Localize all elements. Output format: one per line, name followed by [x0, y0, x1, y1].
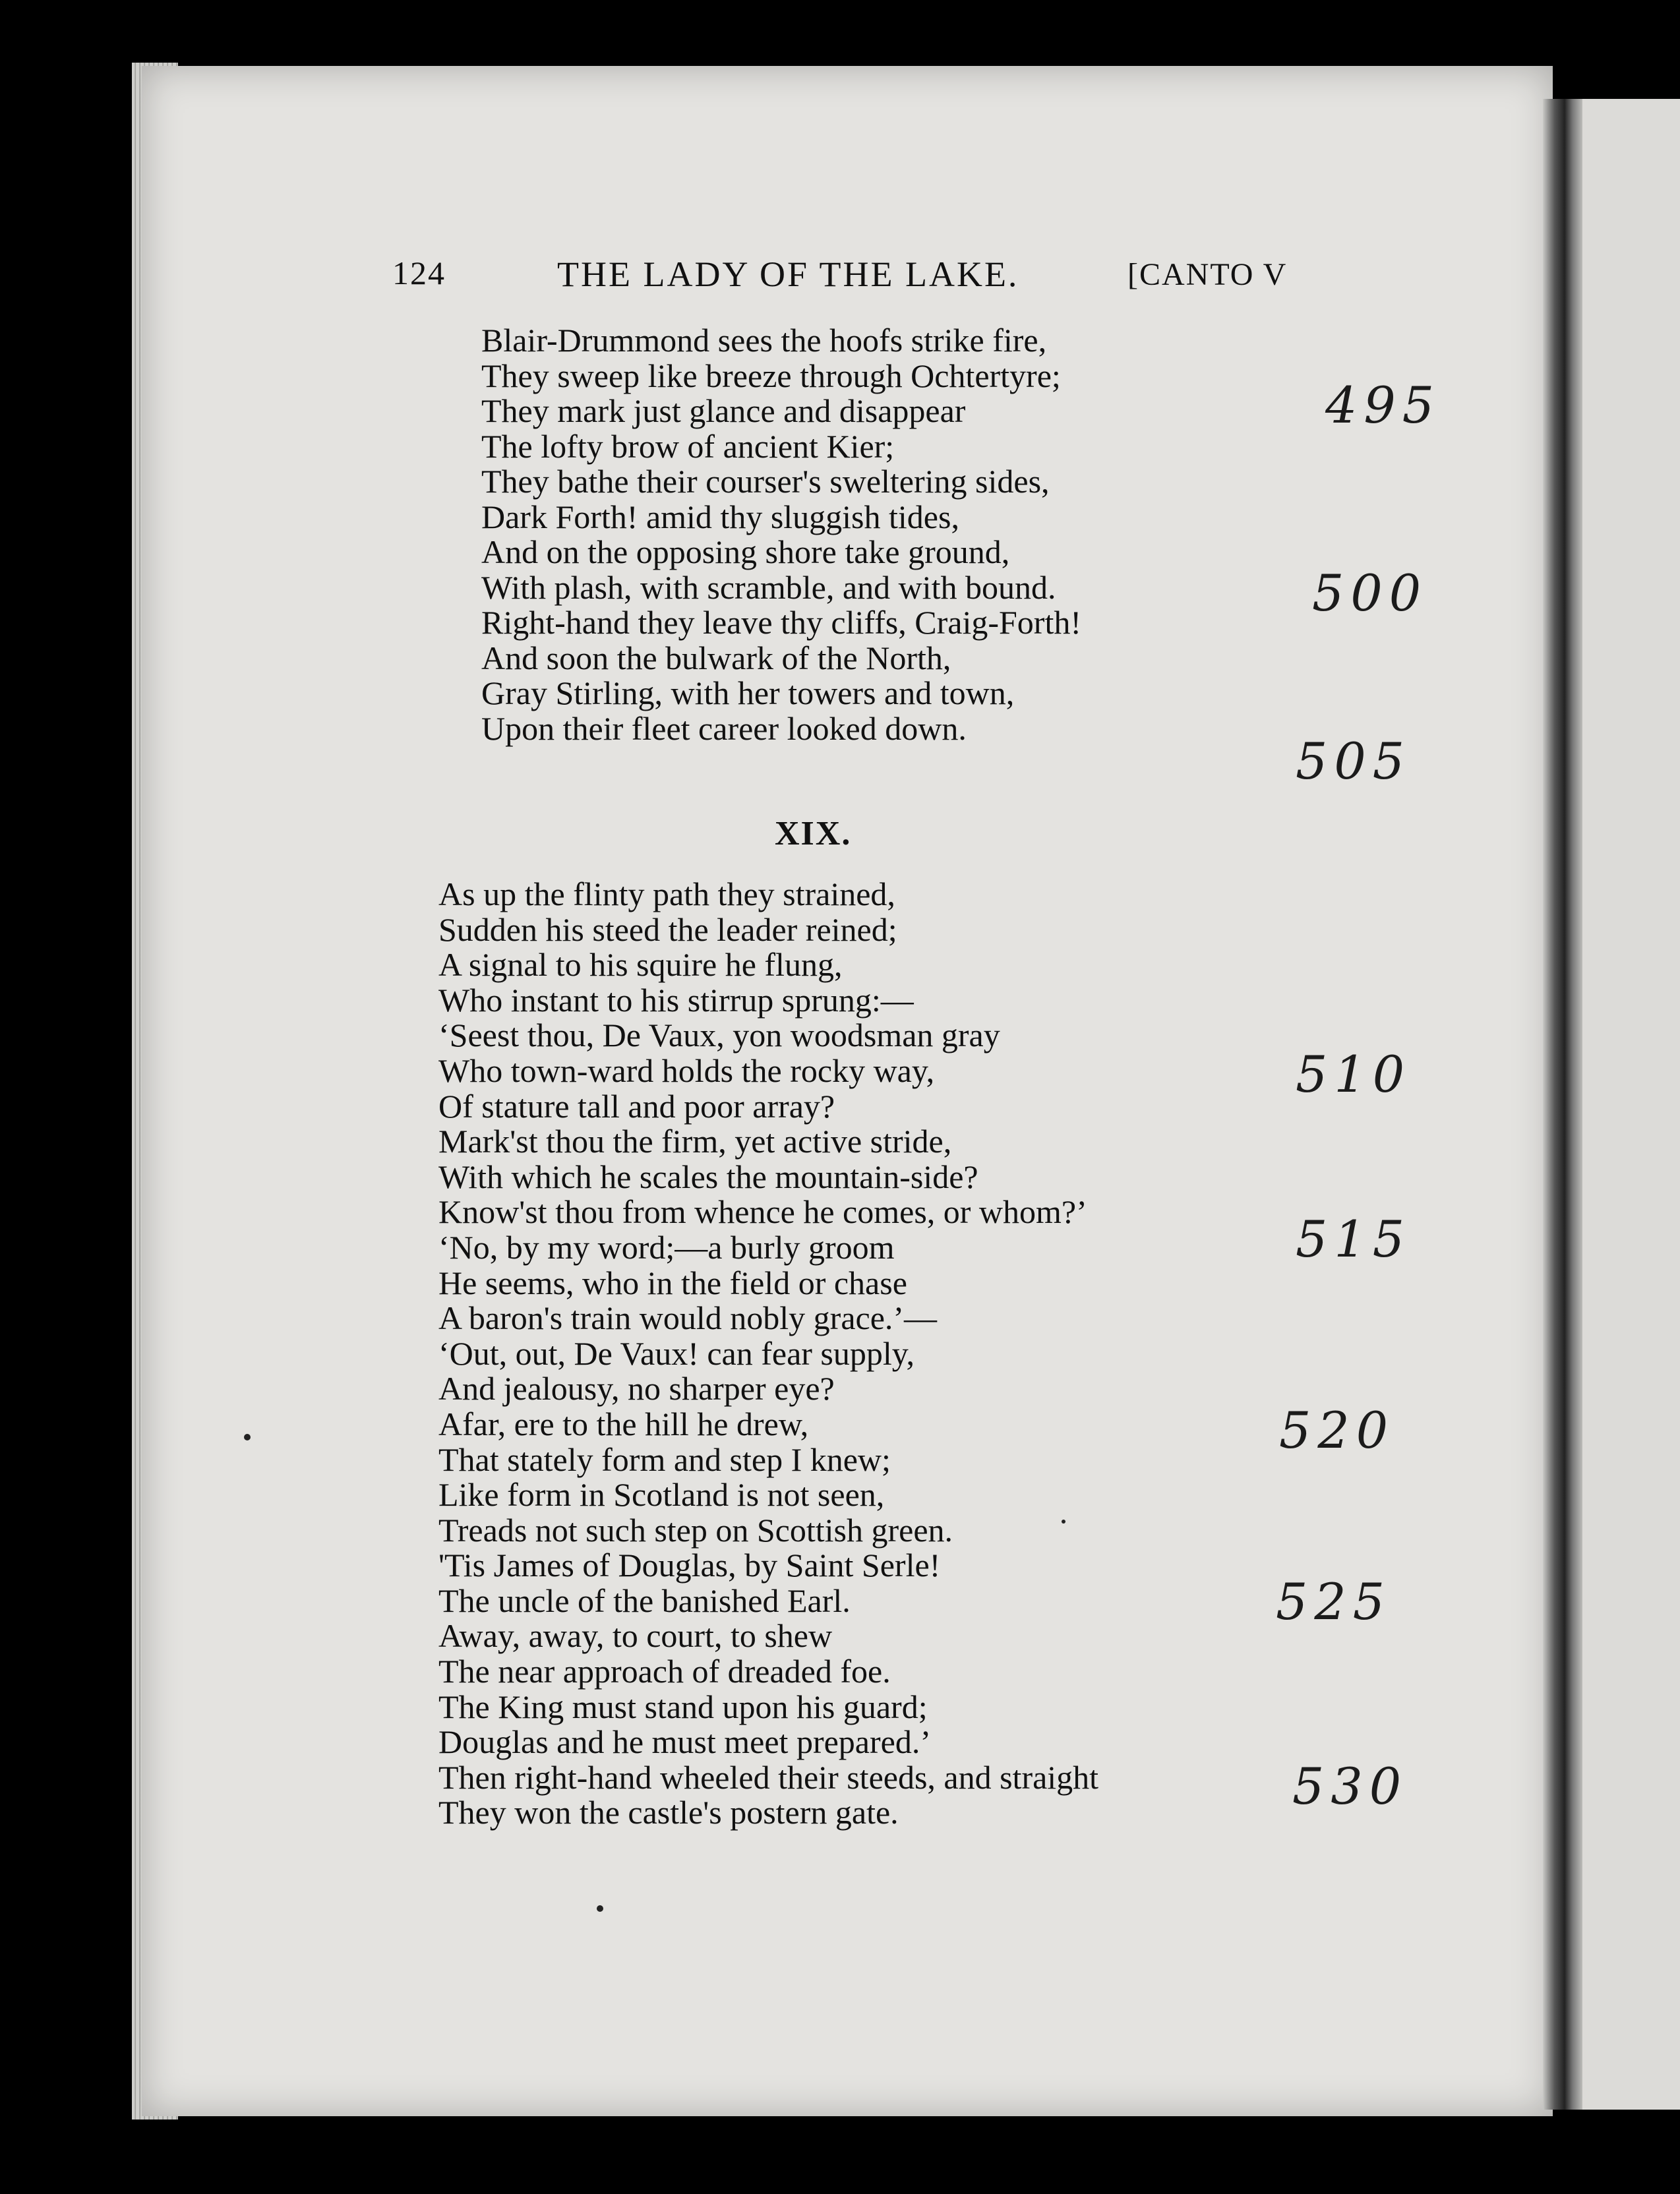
line-number-annotation: 495	[1325, 376, 1441, 434]
verse-line: The lofty brow of ancient Kier;	[481, 427, 895, 465]
verse-line: They sweep like breeze through Ochtertyre;	[481, 357, 1061, 394]
verse-line: ‘Seest thou, De Vaux, yon woodsman gray	[438, 1017, 1000, 1054]
verse-line: A signal to his squire he flung,	[438, 946, 843, 984]
verse-line: ‘Out, out, De Vaux! can fear supply,	[438, 1334, 915, 1372]
verse-line: Douglas and he must meet prepared.’	[438, 1723, 931, 1761]
book-gutter	[1543, 99, 1582, 2110]
verse-line: With plash, with scramble, and with bound.	[481, 568, 1056, 606]
verse-line: Right-hand they leave thy cliffs, Craig-Forth!	[481, 604, 1081, 641]
verse-line: Then right-hand wheeled their steeds, and straight	[438, 1758, 1099, 1796]
verse-line: As up the flinty path they strained,	[438, 875, 895, 912]
page-number: 124	[392, 254, 446, 291]
verse-line: And soon the bulwark of the North,	[481, 639, 951, 676]
stanza-xviii-end	[481, 323, 1081, 746]
verse-line: Know'st thou from whence he comes, or whom?’	[438, 1193, 1087, 1231]
verse-line: They bathe their courser's sweltering sides,	[481, 463, 1050, 500]
verse-line: ‘No, by my word;—a burly groom	[438, 1228, 895, 1266]
stanza-xix	[438, 877, 1098, 1831]
verse-line: Of stature tall and poor array?	[438, 1087, 835, 1125]
facing-page	[1582, 99, 1680, 2110]
running-title: THE LADY OF THE LAKE.	[557, 254, 1019, 294]
line-number-annotation: 515	[1296, 1210, 1412, 1268]
line-number-annotation: 520	[1279, 1401, 1395, 1460]
verse-line: Blair-Drummond sees the hoofs strike fire,	[481, 322, 1047, 359]
line-number-annotation: 505	[1296, 732, 1412, 790]
section-number: XIX.	[775, 815, 852, 852]
specks	[1062, 1520, 1065, 1524]
verse-line: With which he scales the mountain-side?	[438, 1158, 978, 1195]
line-number-annotation: 510	[1296, 1045, 1412, 1104]
verse-line: Afar, ere to the hill he drew,	[438, 1405, 809, 1442]
verse-line: The King must stand upon his guard;	[438, 1688, 928, 1725]
verse-line: Dark Forth! amid thy sluggish tides,	[481, 498, 959, 535]
specks	[597, 1905, 603, 1912]
specks	[244, 1434, 251, 1440]
page-header	[392, 254, 1315, 307]
verse-line: Treads not such step on Scottish green.	[438, 1511, 953, 1549]
line-number-annotation: 500	[1312, 564, 1428, 622]
verse-line: Who town-ward holds the rocky way,	[438, 1052, 935, 1089]
verse-line: And jealousy, no sharper eye?	[438, 1370, 835, 1408]
verse-line: He seems, who in the field or chase	[438, 1264, 907, 1301]
verse-line: Who instant to his stirrup sprung:—	[438, 981, 914, 1019]
verse-line: Gray Stirling, with her towers and town,	[481, 674, 1015, 711]
canto-label: [CANTO V	[1127, 257, 1288, 292]
verse-line: And on the opposing shore take ground,	[481, 533, 1010, 570]
verse-line: Upon their fleet career looked down.	[481, 709, 967, 747]
verse-line: Sudden his steed the leader reined;	[438, 910, 897, 948]
verse-line: That stately form and step I knew;	[438, 1440, 891, 1478]
verse-line: Like form in Scotland is not seen,	[438, 1476, 885, 1514]
verse-line: Mark'st thou the firm, yet active stride,	[438, 1123, 952, 1160]
verse-line: A baron's train would nobly grace.’—	[438, 1299, 938, 1337]
verse-line: They won the castle's postern gate.	[438, 1794, 899, 1831]
verse-line: They mark just glance and disappear	[481, 392, 966, 429]
verse-line: The uncle of the banished Earl.	[438, 1582, 851, 1619]
verse-line: Away, away, to court, to shew	[438, 1617, 833, 1655]
line-number-annotation: 525	[1276, 1572, 1392, 1631]
verse-line: 'Tis James of Douglas, by Saint Serle!	[438, 1547, 941, 1584]
verse-line: The near approach of dreaded foe.	[438, 1653, 891, 1690]
line-number-annotation: 530	[1292, 1757, 1408, 1816]
